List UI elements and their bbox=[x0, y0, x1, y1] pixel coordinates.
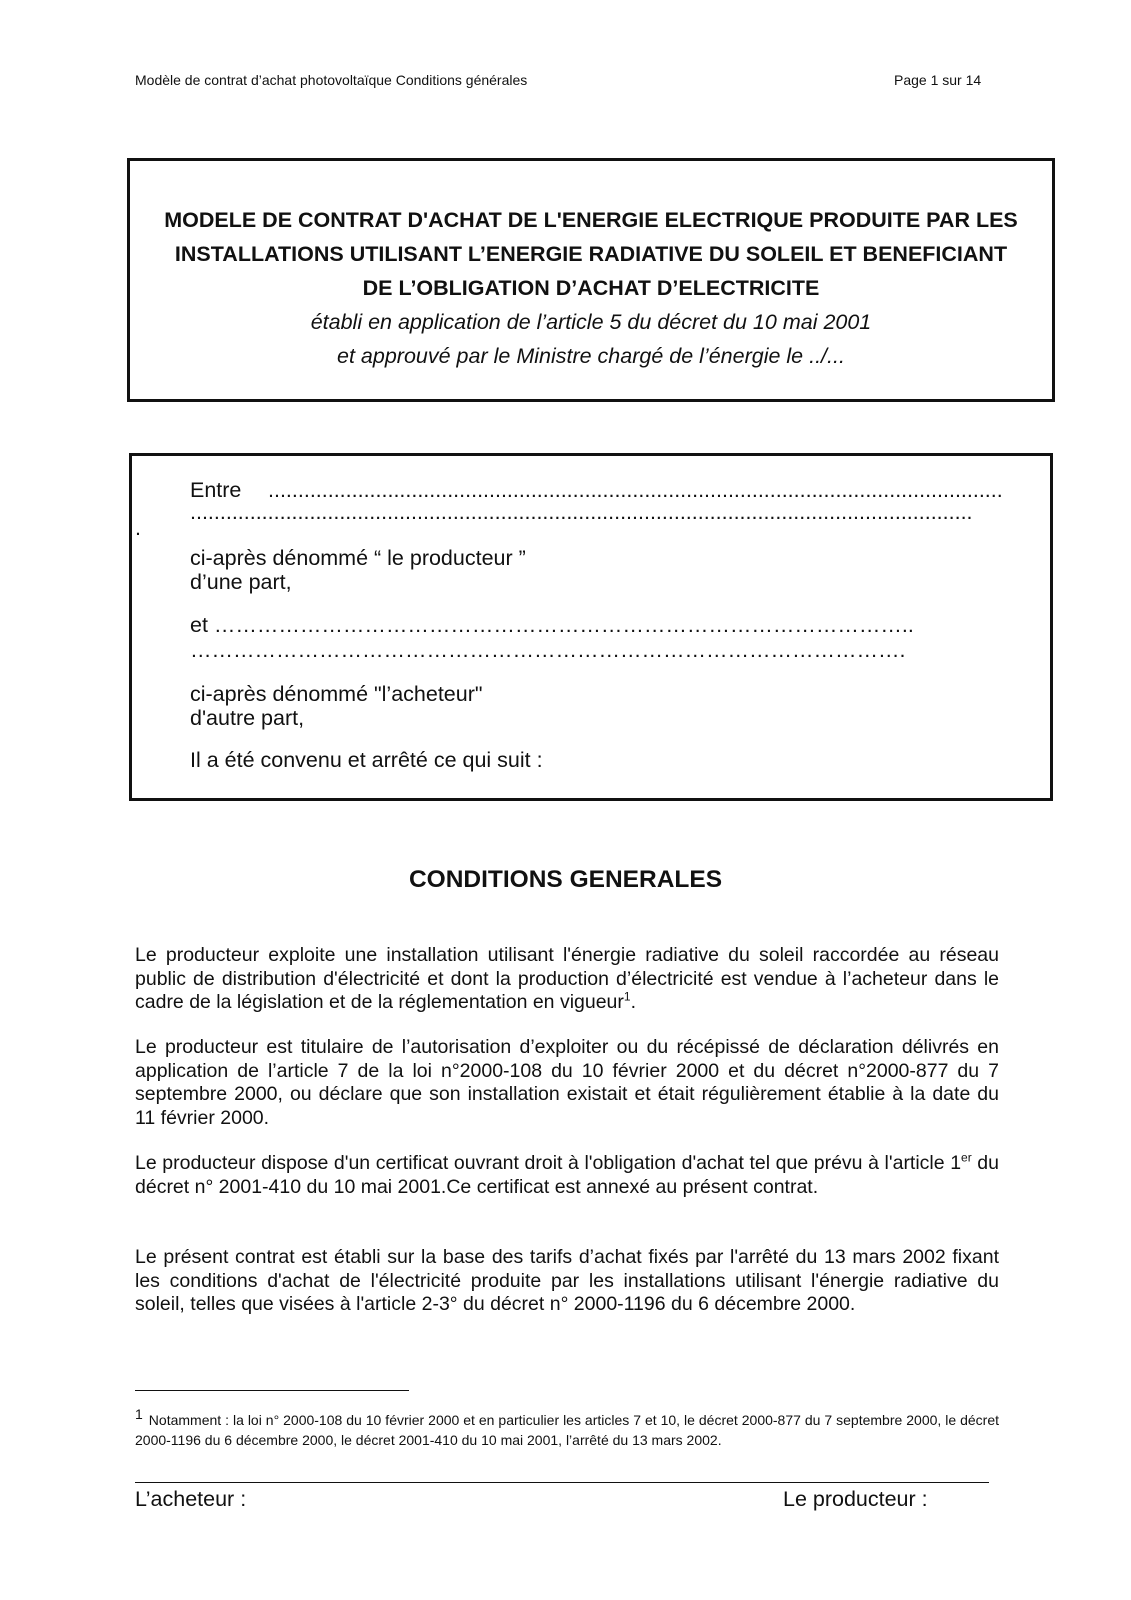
section-title: CONDITIONS GENERALES bbox=[408, 866, 723, 893]
footnote-ref: 1 bbox=[623, 989, 631, 1004]
footnote-number: 1 bbox=[135, 1406, 143, 1422]
title-box bbox=[127, 158, 1055, 402]
convenu-line: Il a été convenu et arrêté ce qui suit : bbox=[190, 748, 543, 772]
acheteur-line-2: d'autre part, bbox=[190, 706, 305, 730]
footnote-text: Notamment : la loi n° 2000-108 du 10 février 2000 et en particulier les articles 7 et 10, le décret 2000-877 du 7 septembre 2000, le décret 2000-1196 du 6 décembre 2000, le décret 2001-410 du 10 mai 2001, l’arrêté du 13 mars 2002. bbox=[135, 1412, 999, 1448]
signature-producer: Le producteur : bbox=[783, 1487, 928, 1511]
acheteur-line-1: ci-après dénommé "l’acheteur" bbox=[190, 682, 483, 706]
title-line-1: MODELE DE CONTRAT D'ACHAT DE L'ENERGIE ELECTRIQUE PRODUITE PAR LES bbox=[164, 208, 1018, 232]
paragraph-3-text-b: du décret n° 2001-410 du 10 mai 2001.Ce certificat est annexé au présent contrat. bbox=[135, 1152, 999, 1198]
paragraph-4: Le présent contrat est établi sur la base des tarifs d’achat fixés par l'arrêté du 13 mars 2002 fixant les conditions d'achat de l'électricité produite par les installations utilisant l'énergie radiative du soleil, telles que visées à l'article 2-3° du décret n° 2000-1196 du 6 décembre 2000. bbox=[135, 1246, 999, 1315]
signature-buyer: L’acheteur : bbox=[135, 1487, 247, 1511]
parties-box bbox=[129, 453, 1053, 801]
footnote-divider bbox=[135, 1390, 409, 1391]
title-line-2: INSTALLATIONS UTILISANT L’ENERGIE RADIATIVE DU SOLEIL ET BENEFICIANT bbox=[174, 242, 1008, 266]
title-subtitle-2: et approuvé par le Ministre chargé de l’énergie le ../... bbox=[337, 344, 845, 368]
title-subtitle-1: établi en application de l’article 5 du décret du 10 mai 2001 bbox=[310, 310, 872, 334]
footnote bbox=[135, 1404, 999, 1450]
title-line-3: DE L’OBLIGATION D’ACHAT D’ELECTRICITE bbox=[362, 276, 820, 300]
paragraph-3-text-a: Le producteur dispose d'un certificat ouvrant droit à l'obligation d'achat tel que prévu à l'article 1 bbox=[135, 1152, 962, 1174]
entre-label: Entre bbox=[190, 478, 242, 502]
producteur-line-2: d’une part, bbox=[190, 570, 292, 594]
entre-dots-2: ................................................................................................................................... bbox=[190, 500, 973, 524]
producteur-line-1: ci-après dénommé “ le producteur ” bbox=[190, 546, 526, 570]
signature-divider bbox=[135, 1482, 989, 1483]
paragraph-2: Le producteur est titulaire de l’autorisation d’exploiter ou du récépissé de déclaration délivrés en application de l’article 7 de la loi n°2000-108 du 10 février 2000 et du décret n°2000-877 du 7 septembre 2000, ou déclare que son installation existait et était régulièrement établie à la date du 11 février 2000. bbox=[135, 1036, 999, 1129]
paragraph-1 bbox=[135, 944, 999, 1015]
et-line-1: et …………………………………………………………………………………….. bbox=[190, 613, 914, 637]
ordinal-sup: er bbox=[961, 1150, 972, 1165]
paragraph-1-text: Le producteur exploite une installation utilisant l'énergie radiative du soleil raccordée au réseau public de distribution d'électricité et dont la production d’électricité est vendue à l’acheteur dans le cadre de la législation et de la réglementation en vigueur bbox=[135, 944, 999, 1013]
page-number: Page 1 sur 14 bbox=[894, 72, 982, 88]
paragraph-1-end: . bbox=[630, 991, 637, 1013]
stray-dot: . bbox=[135, 516, 141, 540]
page-header-title: Modèle de contrat d’achat photovoltaïque Conditions générales bbox=[135, 72, 528, 88]
entre-dots-1: ........................................................................................................................... bbox=[268, 478, 1003, 502]
paragraph-3 bbox=[135, 1152, 999, 1199]
et-line-2: ………………………………………………………………………………………. bbox=[190, 638, 906, 662]
